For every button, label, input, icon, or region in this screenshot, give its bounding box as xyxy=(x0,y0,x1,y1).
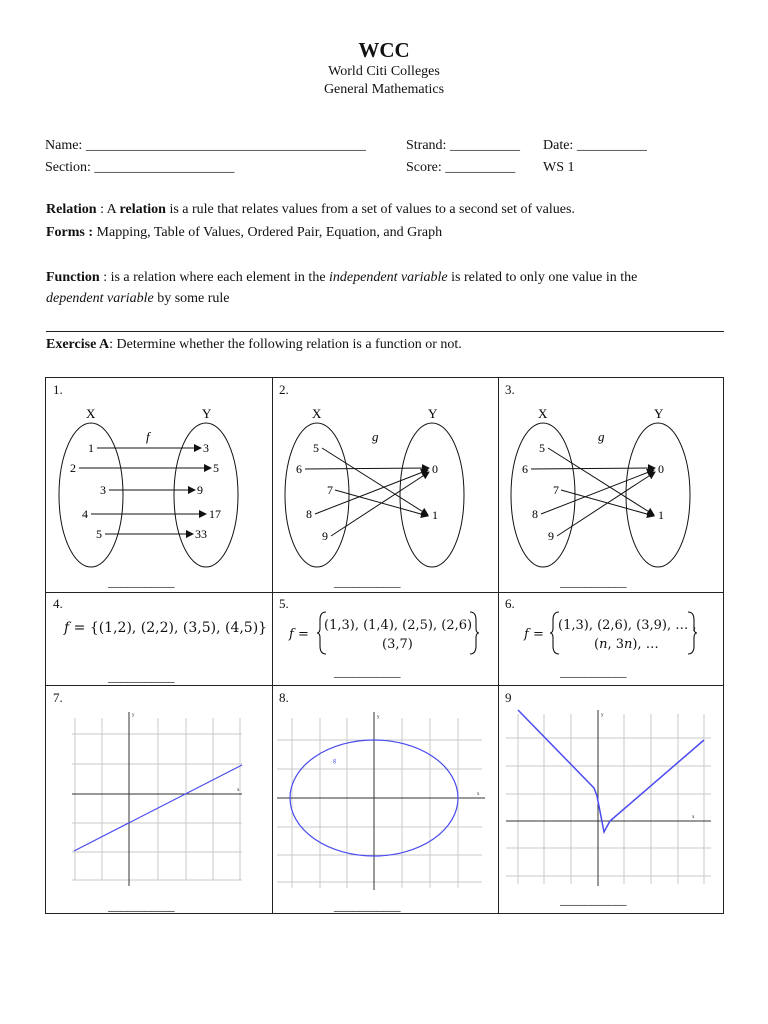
domain-element: 4 xyxy=(82,507,88,521)
function-term: Function xyxy=(46,270,100,285)
mapping-diagram-2 xyxy=(272,400,497,575)
range-oval xyxy=(626,423,690,567)
mapping-arrow xyxy=(331,472,429,536)
range-element: 0 xyxy=(432,462,438,476)
domain-element: 8 xyxy=(306,507,312,521)
domain-element: 1 xyxy=(88,441,94,455)
answer-blank-7[interactable]: ___________ xyxy=(108,898,174,913)
left-brace-6 xyxy=(549,610,561,656)
range-element: 1 xyxy=(432,508,438,522)
item-number-9: 9 xyxy=(505,690,512,705)
plot-line xyxy=(518,710,704,832)
relation-term: Relation xyxy=(46,202,97,217)
date-field: Date: __________ xyxy=(543,138,647,153)
worksheet-number: WS 1 xyxy=(543,160,575,175)
y-axis-label: y xyxy=(601,713,604,718)
grid-row-line xyxy=(46,592,723,593)
mapping-arrow xyxy=(531,468,655,469)
x-axis-label: x xyxy=(477,792,480,797)
x-axis-label: x xyxy=(237,788,240,793)
relation-bold: relation xyxy=(119,202,166,217)
item-number-5: 5. xyxy=(279,596,289,611)
domain-element: 5 xyxy=(313,441,319,455)
left-brace-5 xyxy=(316,610,328,656)
domain-element: 5 xyxy=(539,441,545,455)
item-number-3: 3. xyxy=(505,382,515,397)
domain-element: 7 xyxy=(553,483,559,497)
answer-blank-6[interactable]: ___________ xyxy=(560,664,626,679)
range-element: 3 xyxy=(203,441,209,455)
domain-element: 7 xyxy=(327,483,333,497)
y-set-label: Y xyxy=(654,406,664,421)
x-set-label: X xyxy=(312,406,322,421)
x-set-label: X xyxy=(538,406,548,421)
item-number-6: 6. xyxy=(505,596,515,611)
y-set-label: Y xyxy=(202,406,212,421)
right-brace-5 xyxy=(468,610,480,656)
ellipse-graph-8 xyxy=(277,710,489,892)
score-field: Score: __________ xyxy=(406,160,516,175)
divider xyxy=(46,331,724,332)
range-element: 0 xyxy=(658,462,664,476)
item-number-4: 4. xyxy=(53,596,63,611)
ordered-pairs-set-4: 𝑓 = {(1,2), (2,2), (3,5), (4,5)} xyxy=(64,620,268,636)
set-line-5b: (3,7) xyxy=(382,637,413,652)
x-axis-label: x xyxy=(692,815,695,820)
range-element: 33 xyxy=(195,527,207,541)
function-name-label: g xyxy=(598,429,605,444)
function-name-label: f xyxy=(146,429,150,444)
forms-term: Forms : xyxy=(46,225,94,240)
y-axis-label: y xyxy=(132,713,135,718)
graph-grid xyxy=(277,718,482,888)
domain-element: 5 xyxy=(96,527,102,541)
forms-definition xyxy=(46,222,726,243)
line-graph-7 xyxy=(72,708,244,888)
right-brace-6 xyxy=(686,610,698,656)
piecewise-graph-9 xyxy=(506,708,718,888)
strand-field: Strand: __________ xyxy=(406,138,520,153)
set-lhs-5: 𝑓 = xyxy=(289,627,309,642)
subject-name: General Mathematics xyxy=(323,82,445,97)
forms-rest: Mapping, Table of Values, Ordered Pair, Equation, and Graph xyxy=(93,225,443,240)
domain-element: 6 xyxy=(522,462,528,476)
domain-element: 8 xyxy=(532,507,538,521)
relation-rest: is a rule that relates values from a set of values to a second set of values. xyxy=(165,202,575,217)
exercise-instruction xyxy=(46,334,726,355)
graph-grid xyxy=(72,718,242,880)
exercise-label: Exercise A xyxy=(46,337,110,352)
range-oval xyxy=(400,423,464,567)
set-lhs-6: 𝑓 = xyxy=(524,627,544,642)
range-element: 9 xyxy=(197,483,203,497)
domain-element: 9 xyxy=(548,529,554,543)
range-element: 17 xyxy=(209,507,221,521)
name-field: Name: ________________________________________ xyxy=(45,138,366,153)
set-line-5a: (1,3), (1,4), (2,5), (2,6) xyxy=(324,618,473,633)
mapping-diagram-1 xyxy=(46,400,271,575)
set-line-6b: (𝑛, 3𝑛), … xyxy=(594,637,659,652)
y-set-label: Y xyxy=(428,406,438,421)
mapping-arrow xyxy=(305,468,429,469)
answer-blank-4[interactable]: ___________ xyxy=(108,669,174,684)
answer-blank-3[interactable]: ___________ xyxy=(560,574,626,589)
function-pre: : is a relation where each element in the xyxy=(99,270,330,285)
relation-definition xyxy=(46,199,726,220)
domain-element: 9 xyxy=(322,529,328,543)
function-post: by some rule xyxy=(153,291,230,306)
set-line-6a: (1,3), (2,6), (3,9), … , xyxy=(558,618,697,633)
function-mid: is related to only one value in the xyxy=(447,270,638,285)
x-set-label: X xyxy=(86,406,96,421)
y-axis-label: y xyxy=(377,715,380,720)
grid-row-line xyxy=(46,685,723,686)
answer-blank-5[interactable]: ___________ xyxy=(334,664,400,679)
graph-label-g: g xyxy=(333,758,336,764)
function-name-label: g xyxy=(372,429,379,444)
domain-element: 3 xyxy=(100,483,106,497)
section-field: Section: ____________________ xyxy=(45,160,235,175)
item-number-8: 8. xyxy=(279,690,289,705)
item-number-2: 2. xyxy=(279,382,289,397)
range-element: 5 xyxy=(213,461,219,475)
page-title: WCC xyxy=(358,38,410,62)
dependent-variable: dependent variable xyxy=(46,291,154,306)
independent-variable: independent variable xyxy=(329,270,448,285)
domain-element: 2 xyxy=(70,461,76,475)
domain-element: 6 xyxy=(296,462,302,476)
mapping-arrow xyxy=(557,472,655,536)
relation-sep: : A xyxy=(96,202,120,217)
answer-blank-8[interactable]: ___________ xyxy=(334,898,400,913)
answer-blank-2[interactable]: ___________ xyxy=(334,574,400,589)
item-number-7: 7. xyxy=(53,690,63,705)
exercise-text: : Determine whether the following relation is a function or not. xyxy=(109,337,462,352)
answer-blank-9[interactable]: ___________ xyxy=(560,892,626,907)
answer-blank-1[interactable]: ___________ xyxy=(108,574,174,589)
item-number-1: 1. xyxy=(53,382,63,397)
mapping-diagram-3 xyxy=(498,400,723,575)
school-name: World Citi Colleges xyxy=(328,64,440,79)
range-element: 1 xyxy=(658,508,664,522)
graph-grid xyxy=(506,714,711,884)
function-definition xyxy=(46,267,726,309)
